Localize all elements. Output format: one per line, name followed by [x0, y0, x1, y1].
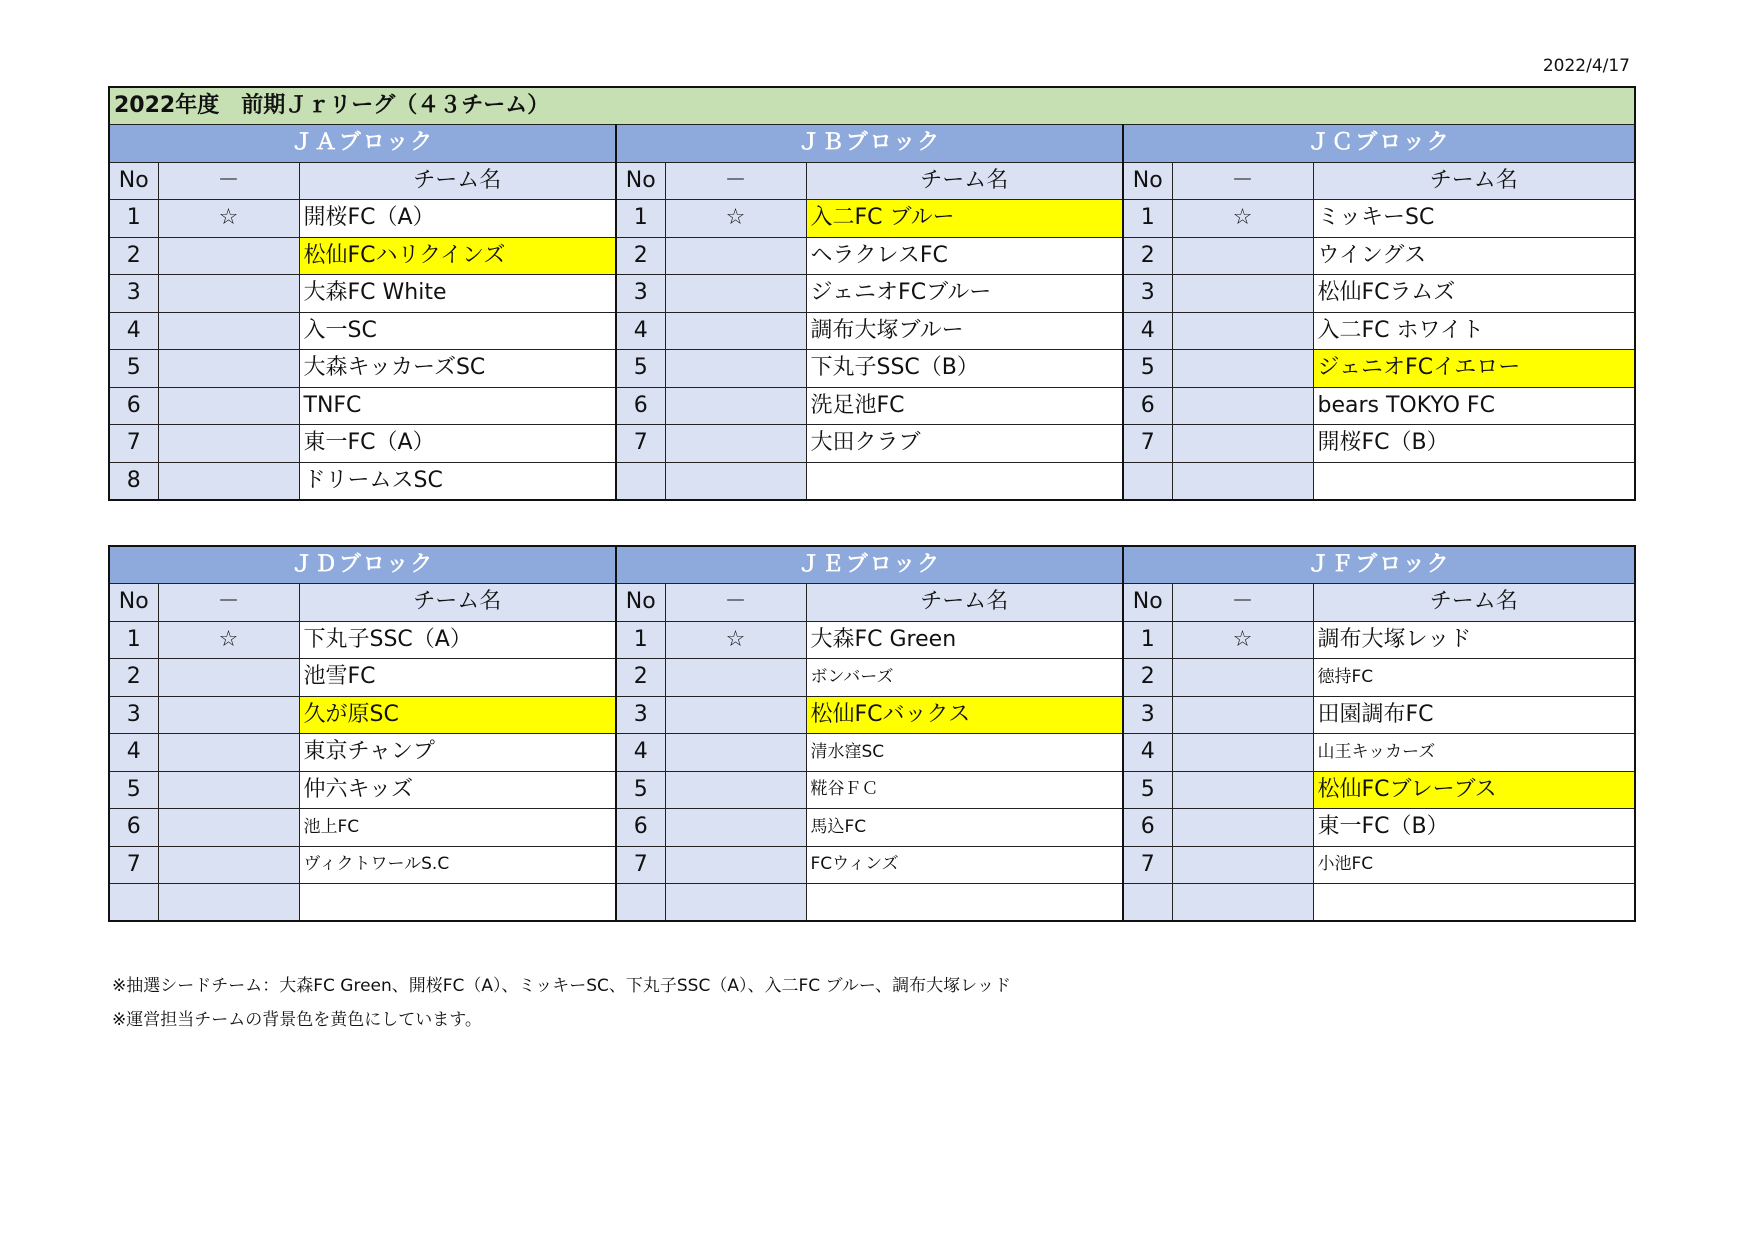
team-no: 7: [1123, 425, 1172, 463]
team-name: bears TOKYO FC: [1313, 387, 1635, 425]
seed-cell: [158, 275, 299, 313]
team-no: 5: [616, 771, 665, 809]
team-name: ウイングス: [1313, 237, 1635, 275]
team-name: 調布大塚ブルー: [806, 312, 1123, 350]
team-no: [616, 462, 665, 500]
team-name: ミッキーSC: [1313, 200, 1635, 238]
seed-cell: [665, 275, 806, 313]
block-name-ja: ＪＡブロック: [109, 125, 616, 163]
league-table-top: [108, 86, 1636, 501]
table-row: [109, 462, 1635, 500]
team-name: 大森キッカーズSC: [299, 350, 616, 388]
seed-cell: [158, 771, 299, 809]
seed-cell: [158, 696, 299, 734]
team-no: 1: [616, 200, 665, 238]
table-row: [109, 771, 1635, 809]
team-name: 洗足池FC: [806, 387, 1123, 425]
team-no: 6: [109, 809, 158, 847]
team-no: 7: [616, 425, 665, 463]
team-name: 松仙FCハリクインズ: [299, 237, 616, 275]
seed-cell: [158, 425, 299, 463]
seed-cell: [158, 846, 299, 884]
seed-cell: [1172, 237, 1313, 275]
seed-cell: [1172, 350, 1313, 388]
team-no: 5: [109, 350, 158, 388]
seed-cell: [665, 659, 806, 697]
seed-cell: [1172, 734, 1313, 772]
team-no: [616, 884, 665, 922]
team-no: 2: [616, 659, 665, 697]
seed-cell: [158, 734, 299, 772]
column-header-seed: －: [665, 162, 806, 200]
team-name: ヴィクトワールS.C: [299, 846, 616, 884]
team-name: 東一FC（B）: [1313, 809, 1635, 847]
seed-teams-note: ※抽選シードチーム：大森FC Green、開桜FC（A）、ミッキーSC、下丸子SSC（A）、入二FC ブルー、調布大塚レッド: [112, 976, 1011, 996]
seed-cell: [665, 387, 806, 425]
seed-cell: [158, 312, 299, 350]
column-header-seed: －: [1172, 584, 1313, 622]
table-row: [109, 659, 1635, 697]
team-name: [1313, 462, 1635, 500]
seed-cell: [1172, 462, 1313, 500]
column-header-no: No: [109, 162, 158, 200]
table-row: [109, 734, 1635, 772]
table-row: [109, 350, 1635, 388]
team-no: [1123, 462, 1172, 500]
seed-cell: [665, 237, 806, 275]
table-row: [109, 846, 1635, 884]
team-no: 7: [616, 846, 665, 884]
column-header-team: チーム名: [1313, 584, 1635, 622]
column-header-row: [109, 584, 1635, 622]
table-row: [109, 387, 1635, 425]
league-title: 2022年度 前期Ｊｒリーグ（４３チーム）: [109, 87, 1635, 125]
seed-star-icon: ☆: [158, 200, 299, 238]
team-no: 5: [109, 771, 158, 809]
team-no: 4: [616, 734, 665, 772]
seed-cell: [158, 809, 299, 847]
block-header-row: [109, 546, 1635, 584]
team-name: 久が原SC: [299, 696, 616, 734]
seed-cell: [1172, 771, 1313, 809]
team-no: 2: [109, 659, 158, 697]
team-no: 6: [616, 809, 665, 847]
team-no: [1123, 884, 1172, 922]
team-name: 入一SC: [299, 312, 616, 350]
team-name: FCウィンズ: [806, 846, 1123, 884]
column-header-team: チーム名: [299, 162, 616, 200]
team-no: 1: [109, 621, 158, 659]
seed-star-icon: ☆: [665, 200, 806, 238]
team-name: 下丸子SSC（A）: [299, 621, 616, 659]
team-name: 馬込FC: [806, 809, 1123, 847]
column-header-seed: －: [665, 584, 806, 622]
team-no: 1: [1123, 200, 1172, 238]
team-name: TNFC: [299, 387, 616, 425]
team-no: 2: [1123, 237, 1172, 275]
seed-cell: [665, 462, 806, 500]
team-no: 4: [109, 312, 158, 350]
team-no: 7: [109, 425, 158, 463]
team-name: [299, 884, 616, 922]
seed-cell: [1172, 659, 1313, 697]
seed-cell: [158, 659, 299, 697]
table-row: [109, 884, 1635, 922]
seed-cell: [665, 771, 806, 809]
column-header-no: No: [1123, 584, 1172, 622]
team-no: 2: [1123, 659, 1172, 697]
seed-cell: [158, 350, 299, 388]
team-no: 1: [109, 200, 158, 238]
table-row: [109, 809, 1635, 847]
team-name: 小池FC: [1313, 846, 1635, 884]
team-no: 7: [109, 846, 158, 884]
seed-cell: [1172, 884, 1313, 922]
seed-cell: [1172, 846, 1313, 884]
team-no: 1: [1123, 621, 1172, 659]
team-no: 2: [109, 237, 158, 275]
seed-cell: [665, 312, 806, 350]
team-no: 3: [109, 275, 158, 313]
seed-cell: [665, 809, 806, 847]
seed-cell: [1172, 312, 1313, 350]
block-header-row: [109, 125, 1635, 163]
team-name: 山王キッカーズ: [1313, 734, 1635, 772]
team-no: 3: [616, 696, 665, 734]
team-no: 7: [1123, 846, 1172, 884]
team-name: 池雪FC: [299, 659, 616, 697]
team-name: 糀谷ＦＣ: [806, 771, 1123, 809]
seed-cell: [1172, 275, 1313, 313]
team-no: 6: [1123, 387, 1172, 425]
column-header-team: チーム名: [806, 584, 1123, 622]
column-header-team: チーム名: [806, 162, 1123, 200]
team-no: 5: [1123, 771, 1172, 809]
team-no: 4: [1123, 312, 1172, 350]
team-name: ヘラクレスFC: [806, 237, 1123, 275]
team-name: [806, 884, 1123, 922]
table-row: [109, 275, 1635, 313]
seed-cell: [1172, 809, 1313, 847]
team-no: 3: [616, 275, 665, 313]
seed-cell: [158, 462, 299, 500]
table-row: [109, 425, 1635, 463]
seed-cell: [665, 734, 806, 772]
team-name: 下丸子SSC（B）: [806, 350, 1123, 388]
table-row: [109, 200, 1635, 238]
column-header-no: No: [616, 584, 665, 622]
team-name: 入二FC ホワイト: [1313, 312, 1635, 350]
seed-cell: [1172, 696, 1313, 734]
seed-cell: [665, 350, 806, 388]
seed-cell: [158, 237, 299, 275]
team-name: ジェニオFCイエロー: [1313, 350, 1635, 388]
seed-cell: [158, 387, 299, 425]
team-name: 開桜FC（B）: [1313, 425, 1635, 463]
seed-star-icon: ☆: [158, 621, 299, 659]
seed-cell: [1172, 387, 1313, 425]
column-header-no: No: [616, 162, 665, 200]
league-table-bottom: [108, 545, 1636, 922]
team-no: 3: [109, 696, 158, 734]
team-name: 開桜FC（A）: [299, 200, 616, 238]
team-name: [1313, 884, 1635, 922]
team-name: 徳持FC: [1313, 659, 1635, 697]
seed-star-icon: ☆: [1172, 200, 1313, 238]
column-header-team: チーム名: [299, 584, 616, 622]
column-header-no: No: [109, 584, 158, 622]
team-name: 大森FC Green: [806, 621, 1123, 659]
team-name: ジェニオFCブルー: [806, 275, 1123, 313]
column-header-seed: －: [158, 584, 299, 622]
block-name-jd: ＪＤブロック: [109, 546, 616, 584]
team-no: 5: [1123, 350, 1172, 388]
table-row: [109, 312, 1635, 350]
team-name: ボンバーズ: [806, 659, 1123, 697]
table-row: [109, 621, 1635, 659]
highlight-color-note: ※運営担当チームの背景色を黄色にしています。: [112, 1010, 482, 1030]
team-name: 仲六キッズ: [299, 771, 616, 809]
team-no: 4: [1123, 734, 1172, 772]
team-name: [806, 462, 1123, 500]
column-header-seed: －: [1172, 162, 1313, 200]
seed-star-icon: ☆: [1172, 621, 1313, 659]
column-header-team: チーム名: [1313, 162, 1635, 200]
column-header-seed: －: [158, 162, 299, 200]
team-no: 8: [109, 462, 158, 500]
team-name: 清水窪SC: [806, 734, 1123, 772]
block-name-jf: ＪＦブロック: [1123, 546, 1635, 584]
seed-cell: [665, 696, 806, 734]
team-name: 松仙FCバックス: [806, 696, 1123, 734]
team-no: 4: [109, 734, 158, 772]
team-name: 池上FC: [299, 809, 616, 847]
seed-cell: [665, 884, 806, 922]
team-no: 2: [616, 237, 665, 275]
team-no: [109, 884, 158, 922]
team-name: 大田クラブ: [806, 425, 1123, 463]
block-name-jc: ＪＣブロック: [1123, 125, 1635, 163]
team-no: 6: [109, 387, 158, 425]
team-no: 3: [1123, 696, 1172, 734]
seed-cell: [158, 884, 299, 922]
document-date: 2022/4/17: [1542, 56, 1630, 76]
team-name: 田園調布FC: [1313, 696, 1635, 734]
team-no: 1: [616, 621, 665, 659]
team-no: 6: [1123, 809, 1172, 847]
seed-star-icon: ☆: [665, 621, 806, 659]
seed-cell: [665, 425, 806, 463]
team-name: 東一FC（A）: [299, 425, 616, 463]
column-header-no: No: [1123, 162, 1172, 200]
team-no: 4: [616, 312, 665, 350]
table-row: [109, 237, 1635, 275]
team-name: 入二FC ブルー: [806, 200, 1123, 238]
team-name: ドリームスSC: [299, 462, 616, 500]
seed-cell: [665, 846, 806, 884]
seed-cell: [1172, 425, 1313, 463]
table-row: [109, 696, 1635, 734]
team-no: 5: [616, 350, 665, 388]
team-no: 6: [616, 387, 665, 425]
column-header-row: [109, 162, 1635, 200]
team-name: 松仙FCラムズ: [1313, 275, 1635, 313]
team-no: 3: [1123, 275, 1172, 313]
team-name: 東京チャンプ: [299, 734, 616, 772]
team-name: 松仙FCブレーブス: [1313, 771, 1635, 809]
team-name: 大森FC White: [299, 275, 616, 313]
block-name-jb: ＪＢブロック: [616, 125, 1123, 163]
team-name: 調布大塚レッド: [1313, 621, 1635, 659]
block-name-je: ＪＥブロック: [616, 546, 1123, 584]
